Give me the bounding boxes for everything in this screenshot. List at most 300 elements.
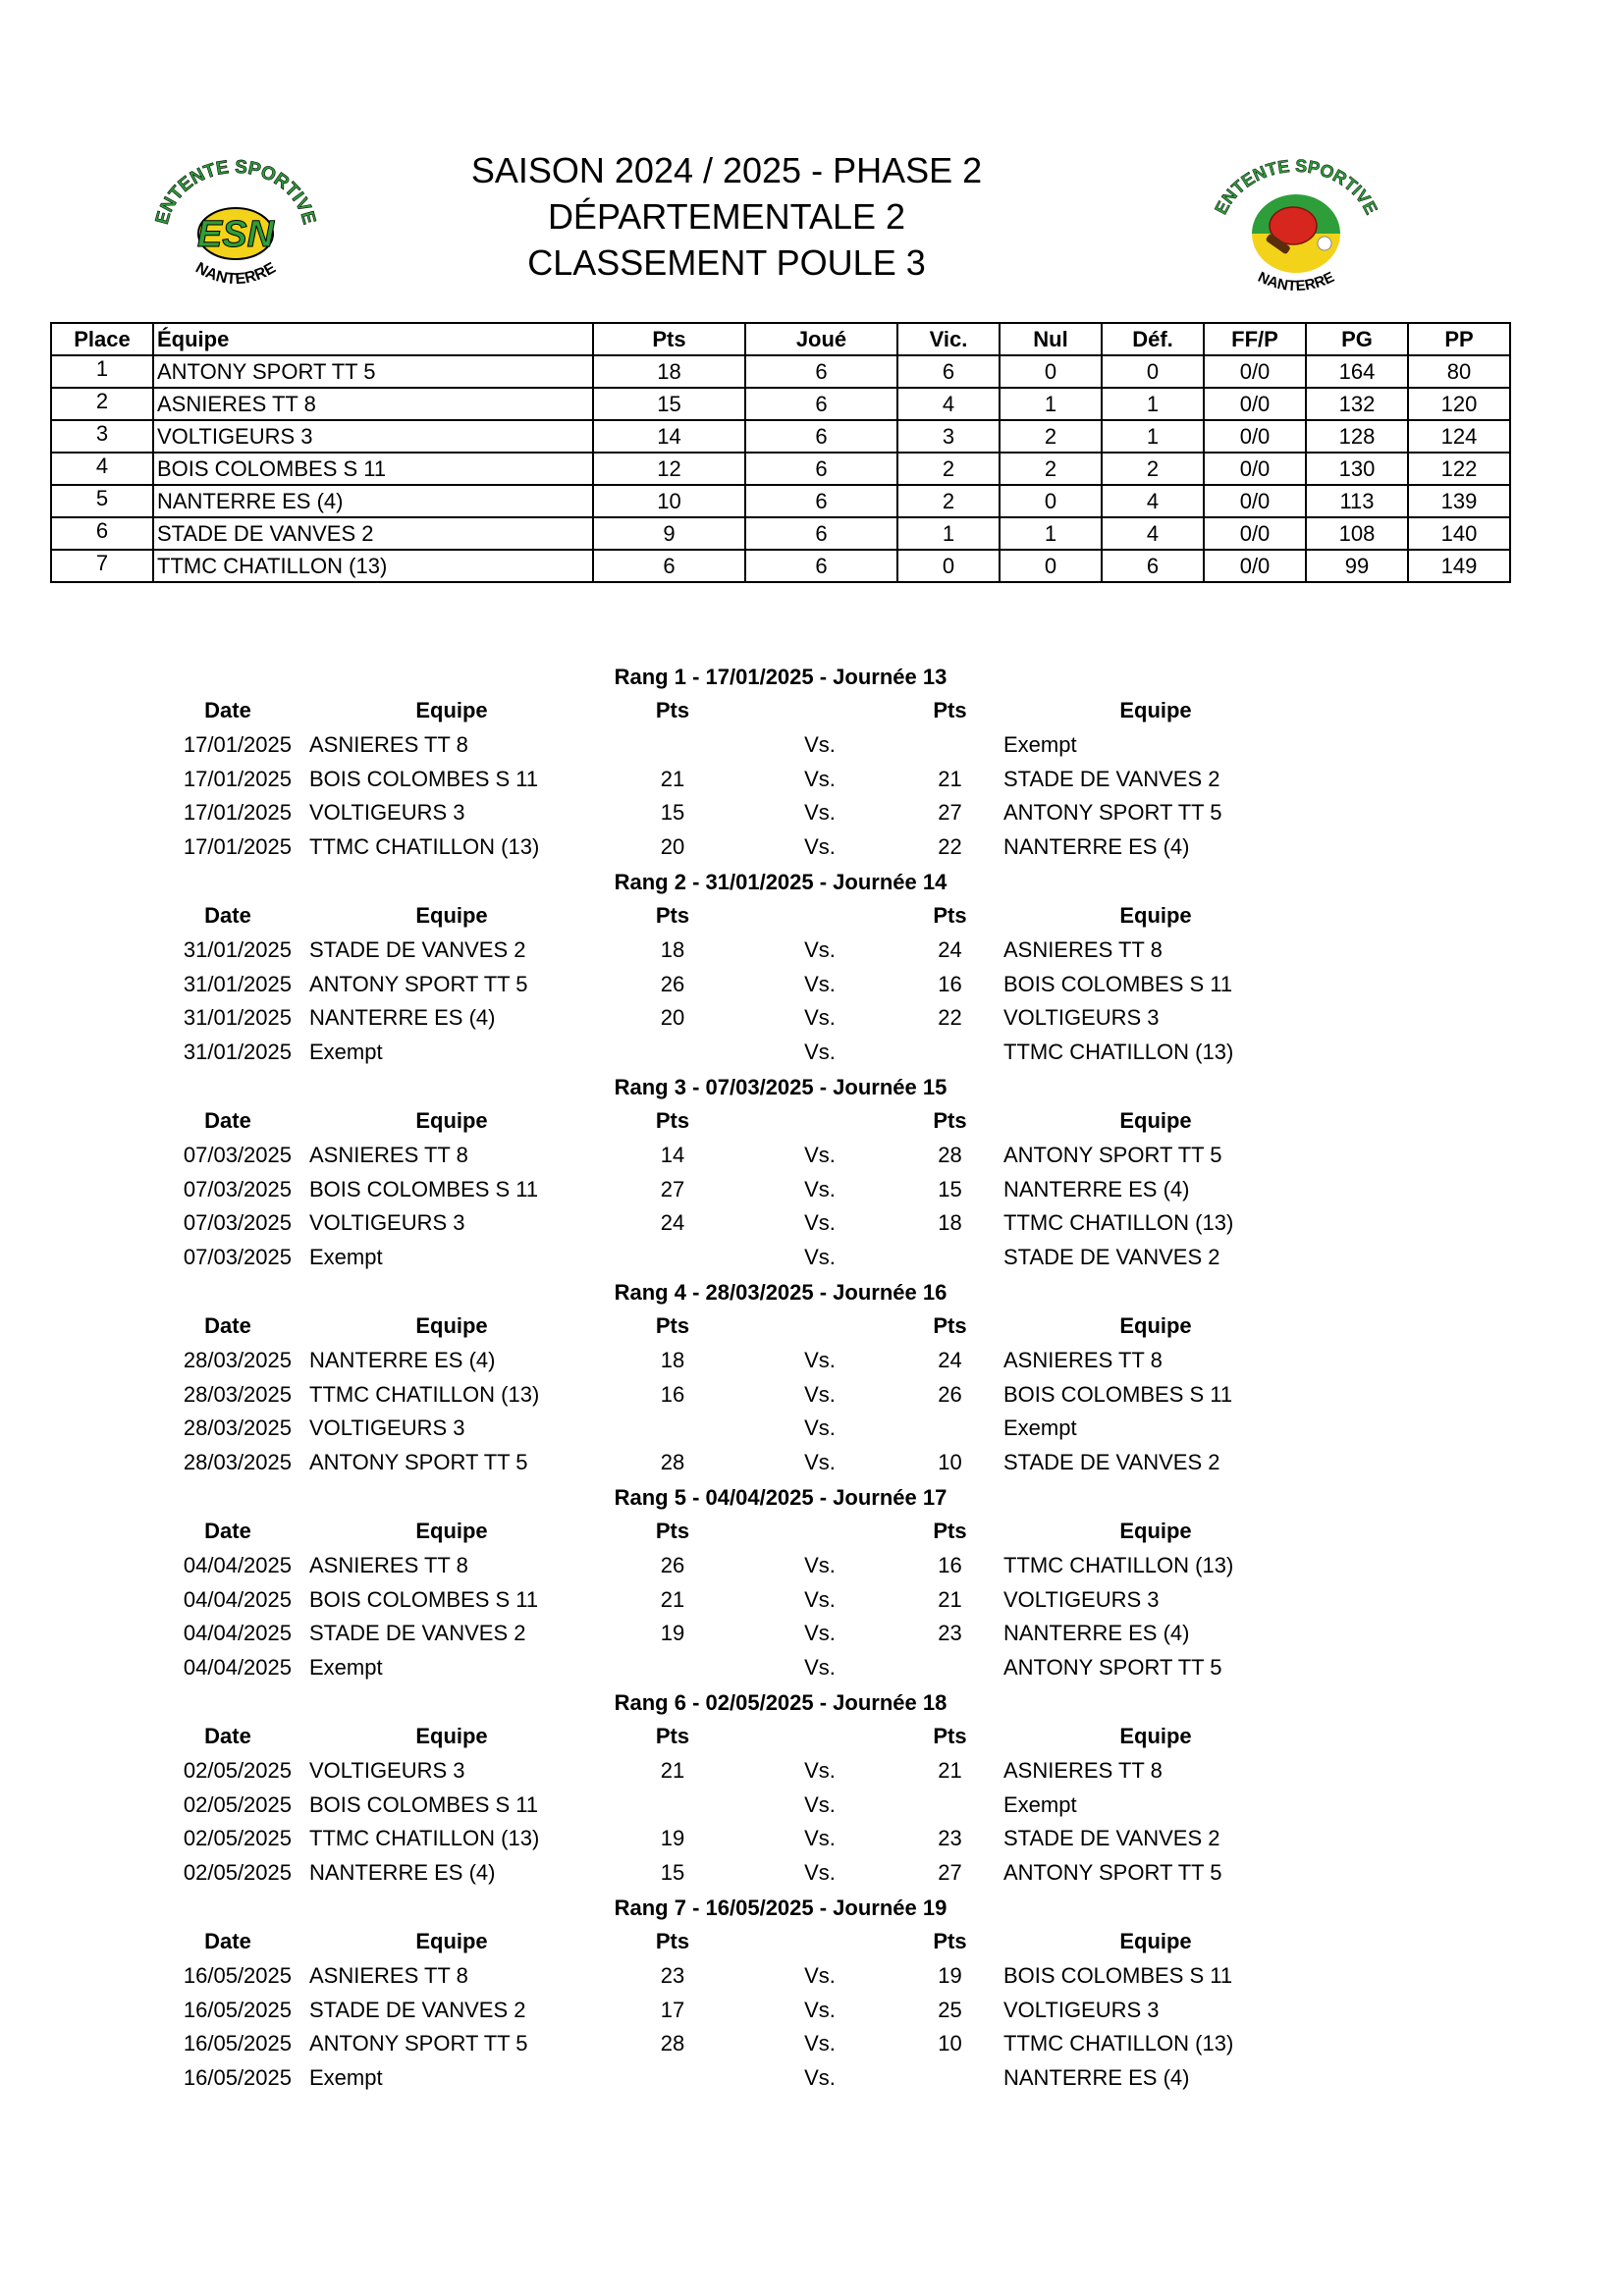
round-title: [0, 1891, 1624, 1925]
standings-cell-losses: 2: [1102, 453, 1204, 485]
match-away-pts: 19: [938, 1962, 962, 1988]
match-home-team: ASNIERES TT 8: [309, 1552, 468, 1577]
match-away-pts: 28: [938, 1142, 962, 1167]
standings-cell-draws: 0: [1000, 485, 1102, 517]
header-date: Date: [204, 902, 251, 928]
header-date: Date: [204, 1107, 251, 1133]
standings-cell-pts: 6: [593, 550, 745, 582]
match-away-pts: 27: [938, 1860, 962, 1886]
match-vs: Vs.: [804, 800, 836, 826]
header-date: Date: [204, 1928, 251, 1953]
round-title-text: Rang 1 - 17/01/2025 - Journée 13: [614, 665, 947, 689]
round-title: [0, 865, 1624, 899]
header-home-pts: Pts: [655, 1518, 690, 1543]
standings-cell-place: 3: [51, 420, 153, 453]
col-draws: Nul: [1000, 323, 1102, 355]
standings-cell-games-lost: 80: [1408, 355, 1510, 388]
match-away-team: ANTONY SPORT TT 5: [1003, 1860, 1222, 1886]
standings-header-row: [51, 323, 1510, 355]
header-home-pts: Pts: [655, 1107, 690, 1133]
standings-cell-team: VOLTIGEURS 3: [153, 420, 593, 453]
match-vs: Vs.: [804, 1791, 836, 1817]
match-away-team: VOLTIGEURS 3: [1003, 1005, 1160, 1031]
match-home-pts: 14: [660, 1142, 685, 1167]
logo-right-bottom-text: NANTERRE: [1255, 268, 1337, 295]
logo-left-mark: ESN: [196, 214, 275, 255]
match-away-team: ASNIERES TT 8: [1003, 936, 1163, 962]
match-home-team: Exempt: [309, 1655, 383, 1681]
standings-cell-wins: 4: [897, 388, 1000, 420]
col-games-lost: PP: [1408, 323, 1510, 355]
match-date: 16/05/2025: [183, 1962, 292, 1988]
standings-cell-games-won: 113: [1306, 485, 1408, 517]
standings-cell-losses: 0: [1102, 355, 1204, 388]
match-vs: Vs.: [804, 1552, 836, 1577]
standings-cell-forfeits: 0/0: [1204, 517, 1306, 550]
round-title-text: Rang 3 - 07/03/2025 - Journée 15: [614, 1074, 947, 1099]
match-row: [0, 1378, 1624, 1413]
match-vs: Vs.: [804, 1381, 836, 1407]
match-away-pts: 10: [938, 2031, 962, 2056]
match-vs: Vs.: [804, 1860, 836, 1886]
match-row: [0, 1617, 1624, 1651]
results-header-row: [0, 1720, 1624, 1754]
match-row: [0, 1446, 1624, 1480]
match-home-team: ANTONY SPORT TT 5: [309, 2031, 528, 2056]
match-home-pts: 19: [660, 1826, 685, 1851]
match-away-pts: 18: [938, 1210, 962, 1236]
match-home-team: NANTERRE ES (4): [309, 1860, 496, 1886]
results-header-row: [0, 1104, 1624, 1139]
standings-table: [50, 322, 1511, 583]
standings-row: [51, 420, 1510, 453]
round-title: [0, 660, 1624, 694]
results-header-row: [0, 1515, 1624, 1549]
match-vs: Vs.: [804, 936, 836, 962]
match-vs: Vs.: [804, 1962, 836, 1988]
match-home-team: STADE DE VANVES 2: [309, 1621, 526, 1646]
match-home-team: ASNIERES TT 8: [309, 731, 468, 757]
match-away-pts: 26: [938, 1381, 962, 1407]
esn-logo-left: [152, 155, 319, 302]
match-home-team: BOIS COLOMBES S 11: [309, 1586, 539, 1612]
logo-left-bottom-text: NANTERRE: [192, 259, 279, 289]
standings-cell-pts: 9: [593, 517, 745, 550]
standings-cell-games-lost: 149: [1408, 550, 1510, 582]
round-block: [0, 660, 1624, 865]
match-home-pts: 20: [660, 1005, 685, 1031]
match-away-team: ASNIERES TT 8: [1003, 1757, 1163, 1783]
match-home-pts: 15: [660, 1860, 685, 1886]
match-row: [0, 1822, 1624, 1856]
match-home-pts: 19: [660, 1621, 685, 1646]
match-vs: Vs.: [804, 2031, 836, 2056]
match-vs: Vs.: [804, 1142, 836, 1167]
match-date: 28/03/2025: [183, 1450, 292, 1475]
match-row: [0, 1001, 1624, 1036]
match-vs: Vs.: [804, 1176, 836, 1201]
match-row: [0, 934, 1624, 968]
match-home-team: ASNIERES TT 8: [309, 1962, 468, 1988]
standings-cell-place: 4: [51, 453, 153, 485]
match-date: 17/01/2025: [183, 800, 292, 826]
header-home-team: Equipe: [415, 1928, 488, 1953]
match-home-pts: 18: [660, 1347, 685, 1372]
standings-cell-played: 6: [745, 355, 897, 388]
match-date: 28/03/2025: [183, 1347, 292, 1372]
col-place: Place: [51, 323, 153, 355]
match-date: 04/04/2025: [183, 1552, 292, 1577]
match-vs: Vs.: [804, 1005, 836, 1031]
standings-cell-losses: 6: [1102, 550, 1204, 582]
match-date: 02/05/2025: [183, 1791, 292, 1817]
match-away-pts: 21: [938, 766, 962, 791]
match-home-team: BOIS COLOMBES S 11: [309, 1791, 539, 1817]
match-home-team: NANTERRE ES (4): [309, 1005, 496, 1031]
standings-cell-draws: 0: [1000, 550, 1102, 582]
match-row: [0, 1754, 1624, 1789]
match-away-team: ANTONY SPORT TT 5: [1003, 1142, 1222, 1167]
match-date: 31/01/2025: [183, 971, 292, 996]
match-row: [0, 1412, 1624, 1446]
match-away-pts: 10: [938, 1450, 962, 1475]
header-away-team: Equipe: [1119, 698, 1192, 722]
header-away-pts: Pts: [933, 698, 967, 722]
standings-cell-losses: 4: [1102, 485, 1204, 517]
match-away-pts: 22: [938, 1005, 962, 1031]
round-title-text: Rang 7 - 16/05/2025 - Journée 19: [614, 1895, 947, 1920]
standings-cell-losses: 1: [1102, 388, 1204, 420]
header-away-team: Equipe: [1119, 1723, 1192, 1748]
match-row: [0, 1549, 1624, 1583]
match-row: [0, 1344, 1624, 1378]
match-date: 16/05/2025: [183, 2065, 292, 2091]
match-date: 02/05/2025: [183, 1826, 292, 1851]
match-vs: Vs.: [804, 834, 836, 860]
standings-cell-games-lost: 139: [1408, 485, 1510, 517]
match-away-team: VOLTIGEURS 3: [1003, 1586, 1160, 1612]
match-date: 28/03/2025: [183, 1381, 292, 1407]
round-title: [0, 1275, 1624, 1309]
match-date: 17/01/2025: [183, 731, 292, 757]
match-home-team: TTMC CHATILLON (13): [309, 1826, 540, 1851]
standings-cell-played: 6: [745, 453, 897, 485]
match-away-team: TTMC CHATILLON (13): [1003, 1210, 1234, 1236]
round-title-text: Rang 2 - 31/01/2025 - Journée 14: [614, 869, 947, 894]
match-home-team: ASNIERES TT 8: [309, 1142, 468, 1167]
match-vs: Vs.: [804, 1347, 836, 1372]
match-home-team: TTMC CHATILLON (13): [309, 1381, 540, 1407]
match-row: [0, 830, 1624, 865]
standings-row: [51, 485, 1510, 517]
match-home-pts: 18: [660, 936, 685, 962]
match-away-team: Exempt: [1003, 731, 1077, 757]
header-away-pts: Pts: [933, 1928, 967, 1953]
match-date: 04/04/2025: [183, 1586, 292, 1612]
standings-cell-wins: 0: [897, 550, 1000, 582]
standings-cell-draws: 1: [1000, 517, 1102, 550]
match-date: 17/01/2025: [183, 766, 292, 791]
match-home-team: Exempt: [309, 1245, 383, 1270]
match-date: 16/05/2025: [183, 2031, 292, 2056]
match-away-team: Exempt: [1003, 1415, 1077, 1441]
match-home-team: ANTONY SPORT TT 5: [309, 1450, 528, 1475]
standings-cell-wins: 2: [897, 485, 1000, 517]
match-home-team: STADE DE VANVES 2: [309, 1997, 526, 2022]
match-away-pts: 27: [938, 800, 962, 826]
match-date: 07/03/2025: [183, 1210, 292, 1236]
standings-cell-place: 7: [51, 550, 153, 582]
match-away-team: BOIS COLOMBES S 11: [1003, 1962, 1233, 1988]
standings-cell-pts: 14: [593, 420, 745, 453]
col-played: Joué: [745, 323, 897, 355]
match-row: [0, 1994, 1624, 2028]
match-date: 31/01/2025: [183, 1005, 292, 1031]
match-row: [0, 1959, 1624, 1994]
standings-cell-losses: 4: [1102, 517, 1204, 550]
match-home-team: Exempt: [309, 1040, 383, 1065]
match-away-pts: 24: [938, 936, 962, 962]
match-vs: Vs.: [804, 1040, 836, 1065]
standings-cell-forfeits: 0/0: [1204, 485, 1306, 517]
round-title-text: Rang 4 - 28/03/2025 - Journée 16: [614, 1279, 947, 1305]
header-away-team: Equipe: [1119, 1518, 1192, 1543]
results-header-row: [0, 1309, 1624, 1344]
standings-cell-place: 2: [51, 388, 153, 420]
header-home-team: Equipe: [415, 1518, 488, 1543]
match-vs: Vs.: [804, 1450, 836, 1475]
match-away-team: STADE DE VANVES 2: [1003, 1245, 1220, 1270]
match-date: 02/05/2025: [183, 1757, 292, 1783]
col-team: Équipe: [153, 323, 593, 355]
match-away-team: NANTERRE ES (4): [1003, 834, 1190, 860]
results-section: [0, 660, 1624, 2096]
match-away-pts: 15: [938, 1176, 962, 1201]
header-away-pts: Pts: [933, 1312, 967, 1338]
logo-left-top-text: ENTENTE SPORTIVE: [152, 156, 319, 227]
match-home-team: VOLTIGEURS 3: [309, 1415, 465, 1441]
standings-row: [51, 388, 1510, 420]
col-wins: Vic.: [897, 323, 1000, 355]
header-date: Date: [204, 1723, 251, 1748]
match-away-pts: 24: [938, 1347, 962, 1372]
match-home-pts: 21: [660, 766, 685, 791]
match-away-team: STADE DE VANVES 2: [1003, 766, 1220, 791]
match-away-team: Exempt: [1003, 1791, 1077, 1817]
match-date: 07/03/2025: [183, 1142, 292, 1167]
header-away-team: Equipe: [1119, 1312, 1192, 1338]
header-home-pts: Pts: [655, 902, 690, 928]
match-away-team: BOIS COLOMBES S 11: [1003, 1381, 1233, 1407]
standings-cell-forfeits: 0/0: [1204, 420, 1306, 453]
match-home-pts: 23: [660, 1962, 685, 1988]
standings-cell-draws: 1: [1000, 388, 1102, 420]
match-away-team: STADE DE VANVES 2: [1003, 1450, 1220, 1475]
round-block: [0, 865, 1624, 1070]
match-date: 31/01/2025: [183, 1040, 292, 1065]
match-away-team: STADE DE VANVES 2: [1003, 1826, 1220, 1851]
match-home-pts: 28: [660, 1450, 685, 1475]
match-away-team: BOIS COLOMBES S 11: [1003, 971, 1233, 996]
match-row: [0, 1206, 1624, 1241]
match-away-team: ASNIERES TT 8: [1003, 1347, 1163, 1372]
match-away-pts: 23: [938, 1621, 962, 1646]
match-away-pts: 16: [938, 1552, 962, 1577]
standings-cell-games-won: 108: [1306, 517, 1408, 550]
standings-cell-pts: 10: [593, 485, 745, 517]
header-date: Date: [204, 1312, 251, 1338]
match-home-team: ANTONY SPORT TT 5: [309, 971, 528, 996]
match-home-pts: 27: [660, 1176, 685, 1201]
svg-text:NANTERRE: [192, 259, 279, 288]
round-block: [0, 1891, 1624, 2096]
match-home-team: TTMC CHATILLON (13): [309, 834, 540, 860]
standings-cell-losses: 1: [1102, 420, 1204, 453]
match-away-pts: 23: [938, 1826, 962, 1851]
match-row: [0, 1241, 1624, 1275]
standings-cell-pts: 15: [593, 388, 745, 420]
match-home-pts: 16: [660, 1381, 685, 1407]
match-vs: Vs.: [804, 971, 836, 996]
standings-cell-pts: 18: [593, 355, 745, 388]
match-date: 07/03/2025: [183, 1176, 292, 1201]
match-away-pts: 21: [938, 1757, 962, 1783]
match-date: 16/05/2025: [183, 1997, 292, 2022]
match-home-pts: 28: [660, 2031, 685, 2056]
round-title-text: Rang 6 - 02/05/2025 - Journée 18: [614, 1689, 947, 1715]
round-title: [0, 1685, 1624, 1720]
match-vs: Vs.: [804, 1757, 836, 1783]
match-row: [0, 968, 1624, 1002]
match-home-pts: 26: [660, 1552, 685, 1577]
match-vs: Vs.: [804, 1826, 836, 1851]
standings-cell-played: 6: [745, 485, 897, 517]
match-date: 02/05/2025: [183, 1860, 292, 1886]
col-forfeits: FF/P: [1204, 323, 1306, 355]
logo-right-top-text: ENTENTE SPORTIVE: [1211, 155, 1381, 218]
match-vs: Vs.: [804, 1210, 836, 1236]
col-losses: Déf.: [1102, 323, 1204, 355]
standings-cell-games-won: 132: [1306, 388, 1408, 420]
header-away-pts: Pts: [933, 1107, 967, 1133]
standings-row: [51, 550, 1510, 582]
header-home-pts: Pts: [655, 698, 690, 722]
col-games-won: PG: [1306, 323, 1408, 355]
results-header-row: [0, 1925, 1624, 1959]
match-row: [0, 1139, 1624, 1173]
match-vs: Vs.: [804, 1245, 836, 1270]
match-home-pts: 20: [660, 834, 685, 860]
match-row: [0, 796, 1624, 830]
standings-cell-wins: 6: [897, 355, 1000, 388]
match-vs: Vs.: [804, 1655, 836, 1681]
results-header-row: [0, 899, 1624, 934]
standings-cell-games-lost: 124: [1408, 420, 1510, 453]
match-away-pts: 16: [938, 971, 962, 996]
standings-cell-place: 5: [51, 485, 153, 517]
match-home-team: NANTERRE ES (4): [309, 1347, 496, 1372]
standings-cell-forfeits: 0/0: [1204, 388, 1306, 420]
match-date: 17/01/2025: [183, 834, 292, 860]
header-home-pts: Pts: [655, 1723, 690, 1748]
match-home-team: STADE DE VANVES 2: [309, 936, 526, 962]
match-vs: Vs.: [804, 1997, 836, 2022]
match-home-pts: 24: [660, 1210, 685, 1236]
col-pts: Pts: [593, 323, 745, 355]
standings-cell-team: ASNIERES TT 8: [153, 388, 593, 420]
match-away-team: TTMC CHATILLON (13): [1003, 2031, 1234, 2056]
standings-cell-played: 6: [745, 420, 897, 453]
match-row: [0, 763, 1624, 797]
match-away-pts: 22: [938, 834, 962, 860]
header-home-pts: Pts: [655, 1928, 690, 1953]
header-away-team: Equipe: [1119, 1928, 1192, 1953]
match-date: 04/04/2025: [183, 1655, 292, 1681]
match-home-pts: 15: [660, 800, 685, 826]
standings-cell-games-lost: 140: [1408, 517, 1510, 550]
standings-row: [51, 355, 1510, 388]
round-block: [0, 1275, 1624, 1480]
header-home-team: Equipe: [415, 1312, 488, 1338]
standings-cell-games-won: 128: [1306, 420, 1408, 453]
match-vs: Vs.: [804, 766, 836, 791]
match-away-pts: 25: [938, 1997, 962, 2022]
match-away-pts: 21: [938, 1586, 962, 1612]
match-away-team: ANTONY SPORT TT 5: [1003, 1655, 1222, 1681]
match-date: 04/04/2025: [183, 1621, 292, 1646]
match-row: [0, 728, 1624, 763]
match-home-team: VOLTIGEURS 3: [309, 800, 465, 826]
match-vs: Vs.: [804, 731, 836, 757]
match-home-team: BOIS COLOMBES S 11: [309, 766, 539, 791]
match-vs: Vs.: [804, 1415, 836, 1441]
standings-cell-games-won: 164: [1306, 355, 1408, 388]
round-title: [0, 1480, 1624, 1515]
match-home-team: Exempt: [309, 2065, 383, 2091]
esn-logo-right: [1203, 155, 1389, 304]
match-row: [0, 1789, 1624, 1823]
standings-cell-draws: 2: [1000, 420, 1102, 453]
match-row: [0, 1651, 1624, 1685]
match-home-team: VOLTIGEURS 3: [309, 1757, 465, 1783]
header-date: Date: [204, 1518, 251, 1543]
header-date: Date: [204, 698, 251, 722]
match-vs: Vs.: [804, 2065, 836, 2091]
standings-cell-team: ANTONY SPORT TT 5: [153, 355, 593, 388]
match-home-team: BOIS COLOMBES S 11: [309, 1176, 539, 1201]
header-away-pts: Pts: [933, 902, 967, 928]
match-row: [0, 1036, 1624, 1070]
match-away-team: TTMC CHATILLON (13): [1003, 1040, 1234, 1065]
standings-cell-games-won: 99: [1306, 550, 1408, 582]
match-row: [0, 1583, 1624, 1618]
header-away-team: Equipe: [1119, 902, 1192, 928]
standings-row: [51, 517, 1510, 550]
match-row: [0, 2061, 1624, 2096]
header-home-team: Equipe: [415, 1107, 488, 1133]
match-vs: Vs.: [804, 1586, 836, 1612]
standings-cell-pts: 12: [593, 453, 745, 485]
header-home-team: Equipe: [415, 1723, 488, 1748]
match-home-pts: 26: [660, 971, 685, 996]
round-title: [0, 1070, 1624, 1104]
standings-cell-played: 6: [745, 550, 897, 582]
standings-cell-forfeits: 0/0: [1204, 550, 1306, 582]
standings-cell-wins: 2: [897, 453, 1000, 485]
match-row: [0, 1173, 1624, 1207]
standings-cell-forfeits: 0/0: [1204, 355, 1306, 388]
match-away-team: TTMC CHATILLON (13): [1003, 1552, 1234, 1577]
